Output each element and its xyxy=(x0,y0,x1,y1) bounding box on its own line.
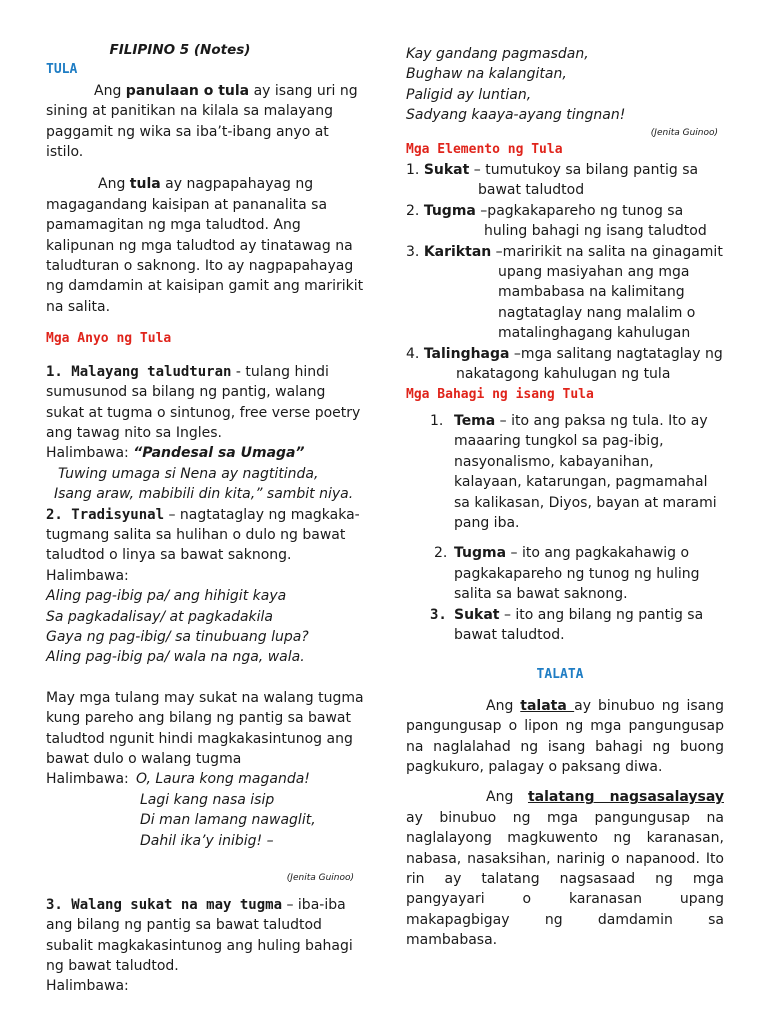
item-text: – nagtataglay ng magkaka-tugmang salita sa hulihan o dulo ng bawat taludtod o linya sa bawat saknong. xyxy=(46,506,360,564)
list-item-malayang xyxy=(46,362,364,444)
bold-term: talatang nagsasalaysay xyxy=(527,789,724,806)
item-number: 1. xyxy=(406,162,424,179)
element-continuation: huling bahagi ng isang taludtod xyxy=(484,223,707,240)
example-block xyxy=(46,769,364,884)
example-line: Tuwing umaga si Nena ay nagtitinda, xyxy=(58,465,319,482)
example-line: Di man lamang nawaglit, xyxy=(140,812,316,829)
poem-line: Kay gandang pagmasdan, xyxy=(406,46,589,62)
poem-line: Sadyang kaaya-ayang tingnan! xyxy=(406,107,626,124)
example-line: Lagi kang nasa isip xyxy=(140,791,275,808)
right-column xyxy=(406,44,724,951)
example-line: Isang araw, mabibili din kita,” sambit niya. xyxy=(54,486,354,503)
poem-line: Paligid ay luntian, xyxy=(406,86,532,103)
item-number: 4. xyxy=(406,345,424,362)
element-continuation: nagtataglay nang malalim o xyxy=(498,304,696,321)
item-text: – iba-iba ang bilang ng pantig sa bawat taludtod subalit magkakasintunog ang huling bahagi ng bawat taludtod. xyxy=(46,896,353,975)
citation: (Jenita Guinoo) xyxy=(286,872,354,883)
item-number: 1. xyxy=(430,412,444,429)
text: Ang xyxy=(98,176,130,193)
example-line: Aling pag-ibig pa/ ang hihigit kaya xyxy=(46,588,287,605)
item-title: Sukat xyxy=(454,606,500,623)
item-number: 3. xyxy=(406,243,424,260)
item-title: Kariktan xyxy=(423,243,492,260)
item-title: Walang sukat na may tugma xyxy=(71,896,283,913)
example-label: Halimbawa: xyxy=(46,978,129,995)
element-continuation: bawat taludtod xyxy=(478,182,585,199)
example-line: Sa pagkadalisay/ at pagkadakila xyxy=(46,608,274,625)
item-text: – ito ang pagkakahawig o pagkakapareho ng tunog ng huling salita sa bawat saknong. xyxy=(454,545,700,603)
section-heading-anyo: Mga Anyo ng Tula xyxy=(46,331,172,347)
example-line: Aling pag-ibig pa/ wala na nga, wala. xyxy=(46,649,305,666)
element-item xyxy=(406,242,724,262)
example-poem xyxy=(136,769,316,851)
citation: (Jenita Guinoo) xyxy=(650,127,718,138)
paragraph-talatang-nagsasalaysay xyxy=(406,787,724,950)
paragraph-tula xyxy=(46,174,364,317)
text: Ang xyxy=(486,789,528,806)
item-text: –mga salitang nagtataglay ng xyxy=(509,345,723,362)
text: ay binubuo ng isang pangungusap o lipon ng mga pangungusap na naglalahad ng isang bahagi ng buong pagkukuro, palagay o paksang diwa. xyxy=(406,697,724,775)
item-title: Tugma xyxy=(423,202,476,219)
example-label: Halimbawa: xyxy=(46,567,129,584)
item-text: –pagkakapareho ng tunog sa xyxy=(475,202,684,219)
text: Halimbawa: xyxy=(46,445,134,462)
part-item xyxy=(406,605,724,646)
example-title: “Pandesal sa Umaga” xyxy=(133,445,305,462)
item-number: 3. xyxy=(46,896,72,913)
bold-term: talata xyxy=(520,697,575,714)
item-title: Tugma xyxy=(454,545,507,562)
item-text: –maririkit na salita na ginagamit xyxy=(491,243,723,260)
item-title: Tradisyunal xyxy=(71,506,165,523)
page-title: FILIPINO 5 (Notes) xyxy=(109,42,251,58)
list-item-tradisyunal xyxy=(46,505,364,566)
text: Ang xyxy=(94,82,126,99)
section-heading-tula: TULA xyxy=(46,62,78,78)
paragraph-talata xyxy=(406,696,724,778)
example-label xyxy=(46,443,364,463)
example-line: O, Laura kong maganda! xyxy=(136,771,310,788)
part-item xyxy=(406,543,724,604)
item-text: - tulang hindi sumusunod sa bilang ng pantig, walang sukat at tugma o sintunog, free verse poetry ang tawag nito sa Ingles. xyxy=(46,363,361,441)
item-number: 2. xyxy=(434,545,448,562)
item-title: Malayang taludturan xyxy=(71,363,232,380)
element-item xyxy=(406,344,724,364)
text: ay nagpapahayag ng magagandang kaisipan at pananalita sa pamamagitan ng mga taludtod. Ang kalipunan ng mga taludtod ay tinatawag na taludturan o saknong. Ito ay nagpapahayag ng damdamin at kaisipan gamit ang maririkit na salita. xyxy=(46,176,364,315)
element-item xyxy=(406,201,724,221)
element-continuation: mambabasa na kalimitang xyxy=(498,284,685,301)
example-line: Gaya ng pag-ibig/ sa tinubuang lupa? xyxy=(46,628,309,645)
section-heading-bahagi: Mga Bahagi ng isang Tula xyxy=(406,386,594,402)
item-text: – ito ang paksa ng tula. Ito ay maaaring tungkol sa pag-ibig, nasyonalismo, kabayanihan, kalayaan, katarungan, pagmamahal sa kalikasan, Diyos, bayan at marami pang iba. xyxy=(454,412,717,531)
item-number: 3. xyxy=(430,606,447,623)
section-heading-talata: TALATA xyxy=(536,667,584,683)
example-label: Halimbawa: xyxy=(46,771,129,788)
item-title: Sukat xyxy=(423,162,470,179)
paragraph-panulaan xyxy=(46,81,364,163)
part-item xyxy=(406,411,724,533)
element-continuation: upang masiyahan ang mga xyxy=(498,264,690,281)
element-item xyxy=(406,160,724,180)
item-text: – ito ang bilang ng pantig sa bawat taludtod. xyxy=(454,606,704,643)
bold-term: tula xyxy=(129,176,161,193)
left-column xyxy=(46,40,364,997)
text: ay binubuo ng mga pangungusap na naglalayong magkuwento ng karanasan, nabasa, nasaksihan, narinig o napanood. Ito rin ay talatang nagsasaad ng mga pangyayari o karanasan upang makapagbigay ng damdamin sa mambabasa. xyxy=(406,809,724,949)
text: Ang xyxy=(486,697,521,714)
poem-line: Bughaw na kalangitan, xyxy=(406,66,567,83)
item-number: 2. xyxy=(46,506,72,523)
section-heading-elemento: Mga Elemento ng Tula xyxy=(406,141,563,157)
item-title: Tema xyxy=(454,412,496,429)
element-continuation: matalinghagang kahulugan xyxy=(498,325,691,342)
text: ay isang uri ng sining at panitikan na kilala sa malayang paggamit ng wika sa iba’t-ibang anyo at istilo. xyxy=(46,82,358,161)
list-item-walang-sukat xyxy=(46,895,364,977)
element-continuation: nakatagong kahulugan ng tula xyxy=(456,366,671,383)
item-title: Talinghaga xyxy=(423,345,510,362)
paragraph-sukat-walang-tugma: May mga tulang may sukat na walang tugma kung pareho ang bilang ng pantig sa bawat taludtod ngunit hindi magkakasintunog ang bawat dulo o walang tugma xyxy=(46,689,364,767)
bold-term: panulaan o tula xyxy=(125,82,250,99)
item-number: 2. xyxy=(406,202,424,219)
example-line: Dahil ika’y inibig! – xyxy=(140,832,274,849)
item-number: 1. xyxy=(46,363,72,380)
item-text: – tumutukoy sa bilang pantig sa xyxy=(469,162,699,179)
